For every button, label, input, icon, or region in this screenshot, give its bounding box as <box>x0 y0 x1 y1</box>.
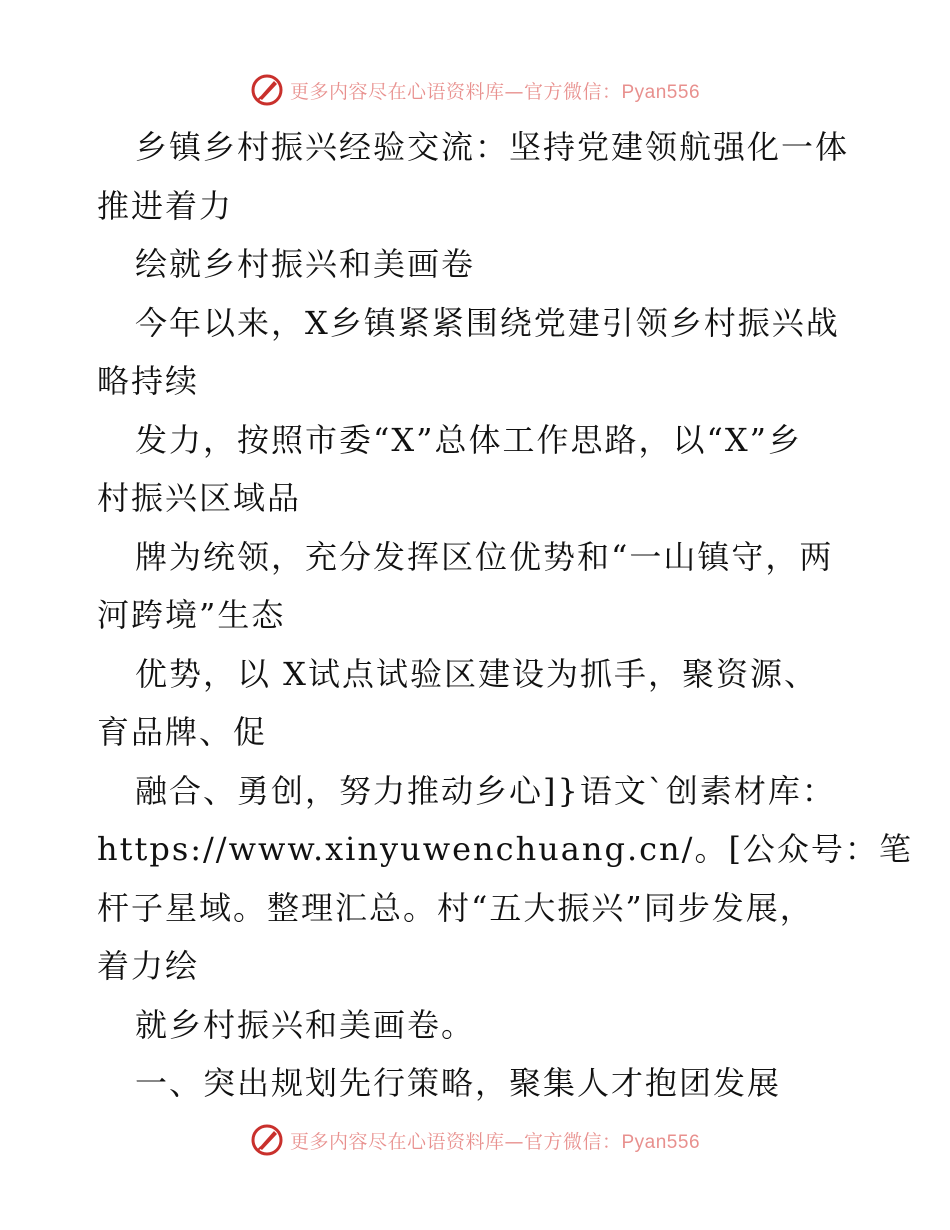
paragraph-line: 融合、勇创，努力推动乡心]}语文`创素材库： <box>135 771 836 810</box>
paragraph-line: 今年以来，X乡镇紧紧围绕党建引领乡村振兴战 <box>135 303 840 342</box>
paragraph-line: 育品牌、促 <box>97 713 268 751</box>
quill-logo-icon <box>250 1123 284 1157</box>
header-wechat-id: Pyan556 <box>621 81 701 103</box>
section-heading: 一、突出规划先行策略，聚集人才抱团发展 <box>135 1064 782 1102</box>
header-banner-text: 更多内容尽在心语资料库—官方微信：Pyan556 <box>289 80 701 103</box>
footer-wechat-id: Pyan556 <box>621 1131 701 1153</box>
footer-banner <box>250 1123 700 1157</box>
footer-banner-text: 更多内容尽在心语资料库—官方微信：Pyan556 <box>289 1130 701 1153</box>
page-header <box>0 72 950 108</box>
paragraph-line: 杆子星域。整理汇总。村“五大振兴”同步发展， <box>97 888 814 927</box>
document-title-line-2: 推进着力 <box>97 186 234 225</box>
quill-logo-icon <box>250 73 284 107</box>
paragraph-line: 就乡村振兴和美画卷。 <box>135 1005 476 1044</box>
document-body <box>97 118 913 1113</box>
paragraph-line: 优势，以 X试点试验区建设为抓手，聚资源、 <box>135 654 818 693</box>
header-banner <box>250 73 700 107</box>
paragraph-line: 河跨境”生态 <box>97 596 286 634</box>
paragraph-line: 着力绘 <box>97 947 200 985</box>
paragraph-line: 牌为统领，充分发挥区位优势和“一山镇守，两 <box>135 537 834 576</box>
paragraph-line: 村振兴区域品 <box>97 479 302 517</box>
paragraph-line: 发力，按照市委“X”总体工作思路，以“X”乡 <box>135 420 803 459</box>
paragraph-line: 略持续 <box>97 362 200 400</box>
paragraph-line: https://www.xinyuwenchuang.cn/。[公众号：笔 <box>97 830 913 868</box>
page-footer <box>0 1122 950 1158</box>
paragraph-line: 绘就乡村振兴和美画卷 <box>135 245 476 283</box>
document-title-line-1: 乡镇乡村振兴经验交流：坚持党建领航强化一体 <box>135 128 850 166</box>
